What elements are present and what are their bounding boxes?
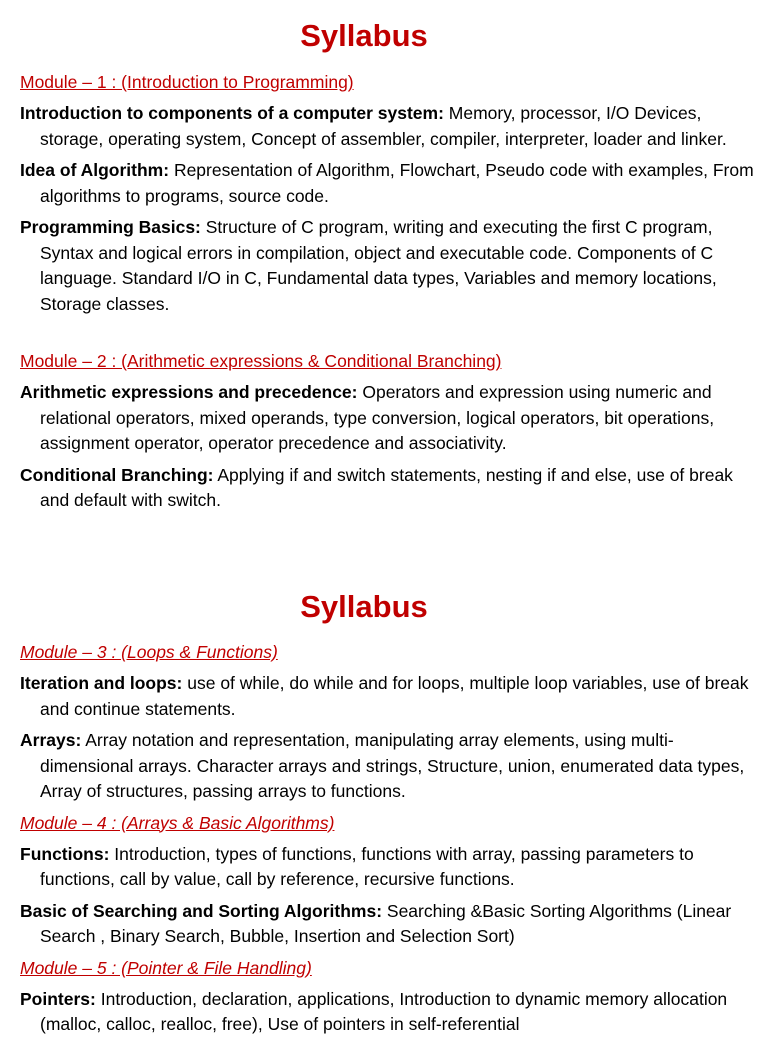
slide-2 xyxy=(0,575,768,1034)
topic-term: Pointers: xyxy=(20,988,96,1009)
topic-paragraph xyxy=(20,101,758,152)
topic-text: use of while, do while and for loops, multiple loop variables, use of break and continue statements. xyxy=(40,673,749,719)
module-5-heading: Module – 5 : (Pointer & File Handling) xyxy=(20,957,312,978)
topic-term: Iteration and loops: xyxy=(20,673,183,693)
topic-paragraph xyxy=(20,463,758,514)
module-1-heading: Module – 1 : (Introduction to Programming) xyxy=(20,72,354,92)
topic-term: Programming Basics: xyxy=(20,217,201,237)
topic-paragraph xyxy=(20,987,758,1038)
topic-text: Introduction, declaration, applications, Introduction to dynamic memory allocation (malloc, calloc, realloc, free), Use of pointers in self-referential xyxy=(40,988,728,1034)
topic-text: Introduction, types of functions, functions with array, passing parameters to functions, call by value, call by reference, recursive functions. xyxy=(40,843,694,889)
topic-paragraph xyxy=(20,671,758,722)
topic-term: Idea of Algorithm: xyxy=(20,160,170,180)
topic-term: Basic of Searching and Sorting Algorithms: xyxy=(20,900,383,921)
topic-term: Functions: xyxy=(20,843,110,864)
topic-paragraph xyxy=(20,380,758,457)
module-3-heading: Module – 3 : (Loops & Functions) xyxy=(20,642,278,662)
topic-paragraph xyxy=(20,842,758,893)
topic-term: Conditional Branching: xyxy=(20,464,214,485)
module-4-heading: Module – 4 : (Arrays & Basic Algorithms) xyxy=(20,812,335,833)
topic-text: Representation of Algorithm, Flowchart, Pseudo code with examples, From algorithms to programs, source code. xyxy=(40,160,754,206)
slide-content xyxy=(20,70,758,520)
topic-term: Introduction to components of a computer system: xyxy=(20,103,444,123)
module-2-heading: Module – 2 : (Arithmetic expressions & Conditional Branching) xyxy=(20,351,502,371)
topic-paragraph xyxy=(20,899,758,950)
slide-title: Syllabus xyxy=(300,589,428,624)
topic-text: Structure of C program, writing and executing the first C program, Syntax and logical errors in compilation, object and executable code. Components of C language. Standard I/O in C, Fundamental data types, Variables and memory locations, Storage classes. xyxy=(40,217,717,314)
topic-text: Operators and expression using numeric and relational operators, mixed operands, type conversion, logical operators, bit operations, assignment operator, operator precedence and associativity. xyxy=(40,382,715,453)
topic-paragraph xyxy=(20,158,758,209)
slide-title: Syllabus xyxy=(300,18,428,53)
topic-paragraph xyxy=(20,728,758,805)
topic-text: Memory, processor, I/O Devices, storage, operating system, Concept of assembler, compiler, interpreter, loader and linker. xyxy=(40,103,727,149)
topic-paragraph xyxy=(20,215,758,317)
topic-text: Applying if and switch statements, nesting if and else, use of break and default with switch. xyxy=(40,464,733,510)
topic-term: Arrays: xyxy=(20,730,82,750)
slide-content xyxy=(20,640,758,1044)
topic-term: Arithmetic expressions and precedence: xyxy=(20,382,358,402)
topic-text: Array notation and representation, manipulating array elements, using multi-dimensional arrays. Character arrays and strings, Structure, union, enumerated data types, Array of structures, passing arrays to functions. xyxy=(40,730,745,801)
topic-text: Searching &Basic Sorting Algorithms (Linear Search , Binary Search, Bubble, Insertion and Selection Sort) xyxy=(40,900,732,946)
